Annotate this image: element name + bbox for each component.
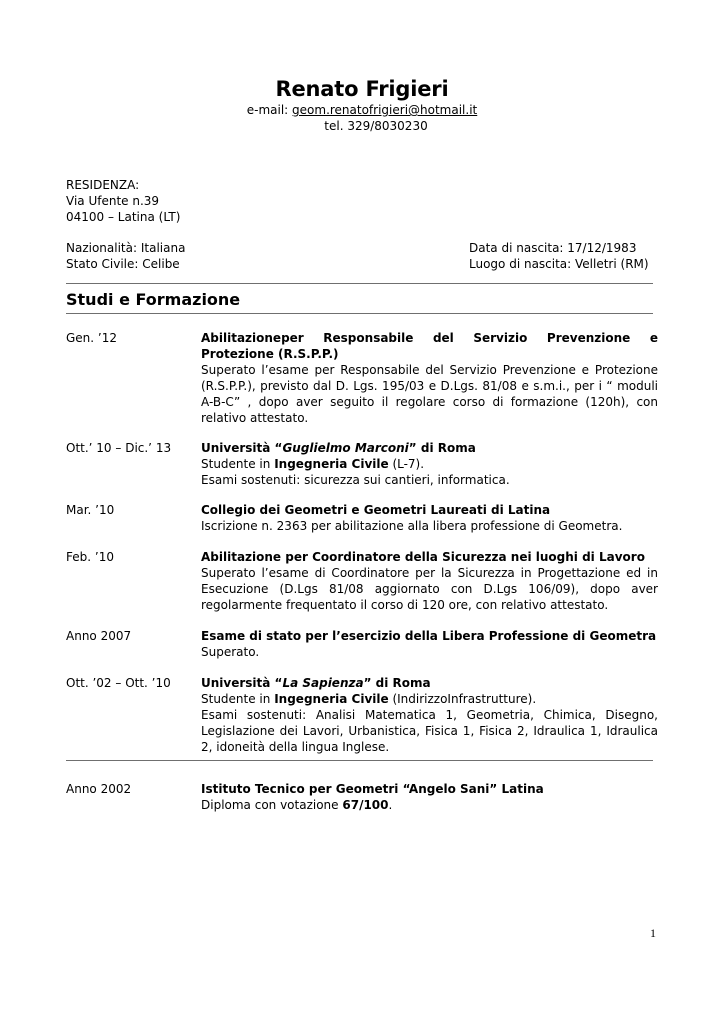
entry-title: Esame di stato per l’esercizio della Libera Professione di Geometra [201, 629, 657, 643]
address-line-1: Via Ufente n.39 [66, 194, 160, 208]
entry-description: Superato. [201, 645, 260, 659]
page-title: Renato Frigieri [275, 77, 449, 101]
residenza-label: RESIDENZA: [66, 178, 140, 192]
entry-line: Studente in Ingegneria Civile (L-7). [201, 457, 425, 471]
entry-body [201, 628, 658, 660]
entry-line: Diploma con votazione 67/100. [201, 798, 393, 812]
nationality: Nazionalità: Italiana [66, 241, 186, 255]
entry-title: Collegio dei Geometri e Geometri Laureati di Latina [201, 503, 551, 517]
entry-body [201, 330, 658, 426]
divider-section [66, 313, 653, 314]
divider-bottom [66, 760, 653, 761]
entry-body [201, 675, 658, 755]
entry-body [201, 440, 658, 488]
entry-date: Gen. ’12 [66, 331, 117, 345]
entry-date: Ott.’ 10 – Dic.’ 13 [66, 441, 172, 455]
birth-place: Luogo di nascita: Velletri (RM) [469, 257, 649, 271]
entry-title: Università “Guglielmo Marconi” di Roma [201, 441, 476, 455]
email-line [0, 103, 724, 117]
entry-date: Anno 2007 [66, 629, 132, 643]
section-title: Studi e Formazione [66, 290, 241, 309]
entry-body [201, 502, 658, 534]
marital-status: Stato Civile: Celibe [66, 257, 180, 271]
entry-date: Feb. ’10 [66, 550, 114, 564]
entry-date: Anno 2002 [66, 782, 132, 796]
divider-top [66, 283, 653, 284]
entry-title: Università “La Sapienza” di Roma [201, 676, 431, 690]
entry-body [201, 781, 658, 813]
entry-description: Superato l’esame di Coordinatore per la Sicurezza in Progettazione ed in Esecuzione (D.Lgs 81/08 aggiornato con D.Lgs 106/09), dopo aver regolarmente frequentato il corso di 120 ore, con relativo attestato. [201, 566, 658, 612]
entry-title: Abilitazione per Coordinatore della Sicurezza nei luoghi di Lavoro [201, 550, 645, 564]
phone-line: tel. 329/8030230 [324, 119, 428, 133]
page-number: 1 [650, 926, 656, 940]
birth-date: Data di nascita: 17/12/1983 [469, 241, 637, 255]
email-link[interactable]: geom.renatofrigieri@hotmail.it [292, 103, 478, 117]
entry-title: Abilitazioneper Responsabile del Servizio Prevenzione e Protezione (R.S.P.P.) [201, 331, 658, 361]
entry-title: Istituto Tecnico per Geometri “Angelo Sani” Latina [201, 782, 544, 796]
entry-description: Iscrizione n. 2363 per abilitazione alla libera professione di Geometra. [201, 519, 623, 533]
email-label: e-mail: [246, 103, 289, 117]
address-line-2: 04100 – Latina (LT) [66, 210, 181, 224]
entry-description: Esami sostenuti: Analisi Matematica 1, Geometria, Chimica, Disegno, Legislazione dei Lavori, Urbanistica, Fisica 1, Fisica 2, Idraulica 1, Idraulica 2, idoneità della lingua Inglese. [201, 708, 658, 754]
entry-date: Mar. ’10 [66, 503, 115, 517]
entry-description: Superato l’esame per Responsabile del Servizio Prevenzione e Protezione (R.S.P.P.), previsto dal D. Lgs. 195/03 e D.Lgs. 81/08 e s.m.i., per i “ moduli A-B-C” , dopo aver seguito il regolare corso di formazione (120h), con relativo attestato. [201, 363, 658, 425]
entry-description: Esami sostenuti: sicurezza sui cantieri, informatica. [201, 473, 510, 487]
entry-date: Ott. ’02 – Ott. ’10 [66, 676, 171, 690]
entry-body [201, 549, 658, 613]
entry-line: Studente in Ingegneria Civile (IndirizzoInfrastrutture). [201, 692, 537, 706]
